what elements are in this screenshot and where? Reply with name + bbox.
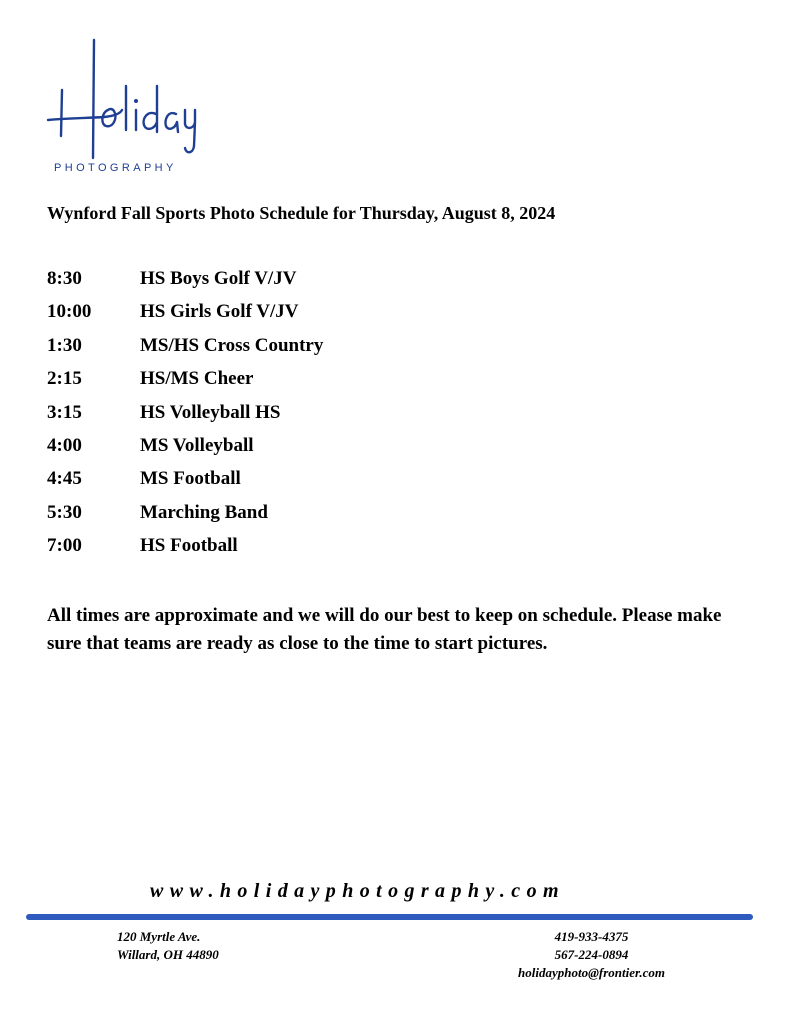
schedule-event: HS Boys Golf V/JV — [140, 268, 297, 289]
holiday-logo-mark — [44, 38, 204, 163]
schedule-row — [47, 368, 323, 401]
schedule-event: MS Football — [140, 468, 241, 490]
schedule-time: 10:00 — [47, 301, 92, 323]
schedule-row — [47, 468, 323, 501]
schedule-time: 2:15 — [47, 368, 82, 390]
schedule-row — [47, 535, 323, 568]
schedule-event: MS/HS Cross Country — [140, 334, 324, 356]
schedule-event: HS Girls Golf V/JV — [140, 301, 299, 323]
website-link[interactable]: www.holidayphotography.com — [150, 880, 565, 902]
schedule-time: 8:30 — [47, 268, 82, 289]
schedule-time: 4:45 — [47, 468, 82, 490]
schedule-time: 3:15 — [47, 401, 82, 423]
phone-primary: 419-933-4375 — [554, 929, 629, 944]
schedule-event: HS/MS Cheer — [140, 368, 254, 390]
schedule-row — [47, 502, 323, 535]
address-street: 120 Myrtle Ave. — [117, 929, 201, 944]
schedule-row — [47, 335, 323, 368]
schedule-event: Marching Band — [140, 501, 268, 523]
schedule-time: 4:00 — [47, 434, 82, 456]
schedule-list — [47, 268, 323, 569]
schedule-row — [47, 402, 323, 435]
email-link[interactable]: holidayphoto@frontier.com — [518, 965, 665, 980]
schedule-note: All times are approximate and we will do our best to keep on schedule. Please make sure that teams are ready as close to the time to start pictures. — [47, 605, 722, 654]
schedule-row — [47, 301, 323, 334]
footer-divider — [26, 914, 753, 920]
schedule-time: 7:00 — [47, 535, 82, 557]
schedule-event: MS Volleyball — [140, 434, 254, 456]
phone-secondary: 567-224-0894 — [554, 947, 629, 962]
schedule-time: 5:30 — [47, 501, 82, 523]
schedule-event: HS Football — [140, 535, 238, 557]
schedule-row — [47, 435, 323, 468]
schedule-time: 1:30 — [47, 334, 82, 356]
page-title: Wynford Fall Sports Photo Schedule for Thursday, August 8, 2024 — [47, 203, 556, 223]
footer-address — [117, 928, 219, 964]
logo-tagline: PHOTOGRAPHY — [54, 162, 177, 174]
schedule-event: HS Volleyball HS — [140, 401, 281, 423]
address-city: Willard, OH 44890 — [117, 947, 219, 962]
schedule-row — [47, 268, 323, 301]
holiday-logo — [44, 38, 204, 178]
footer-contact — [518, 928, 665, 982]
